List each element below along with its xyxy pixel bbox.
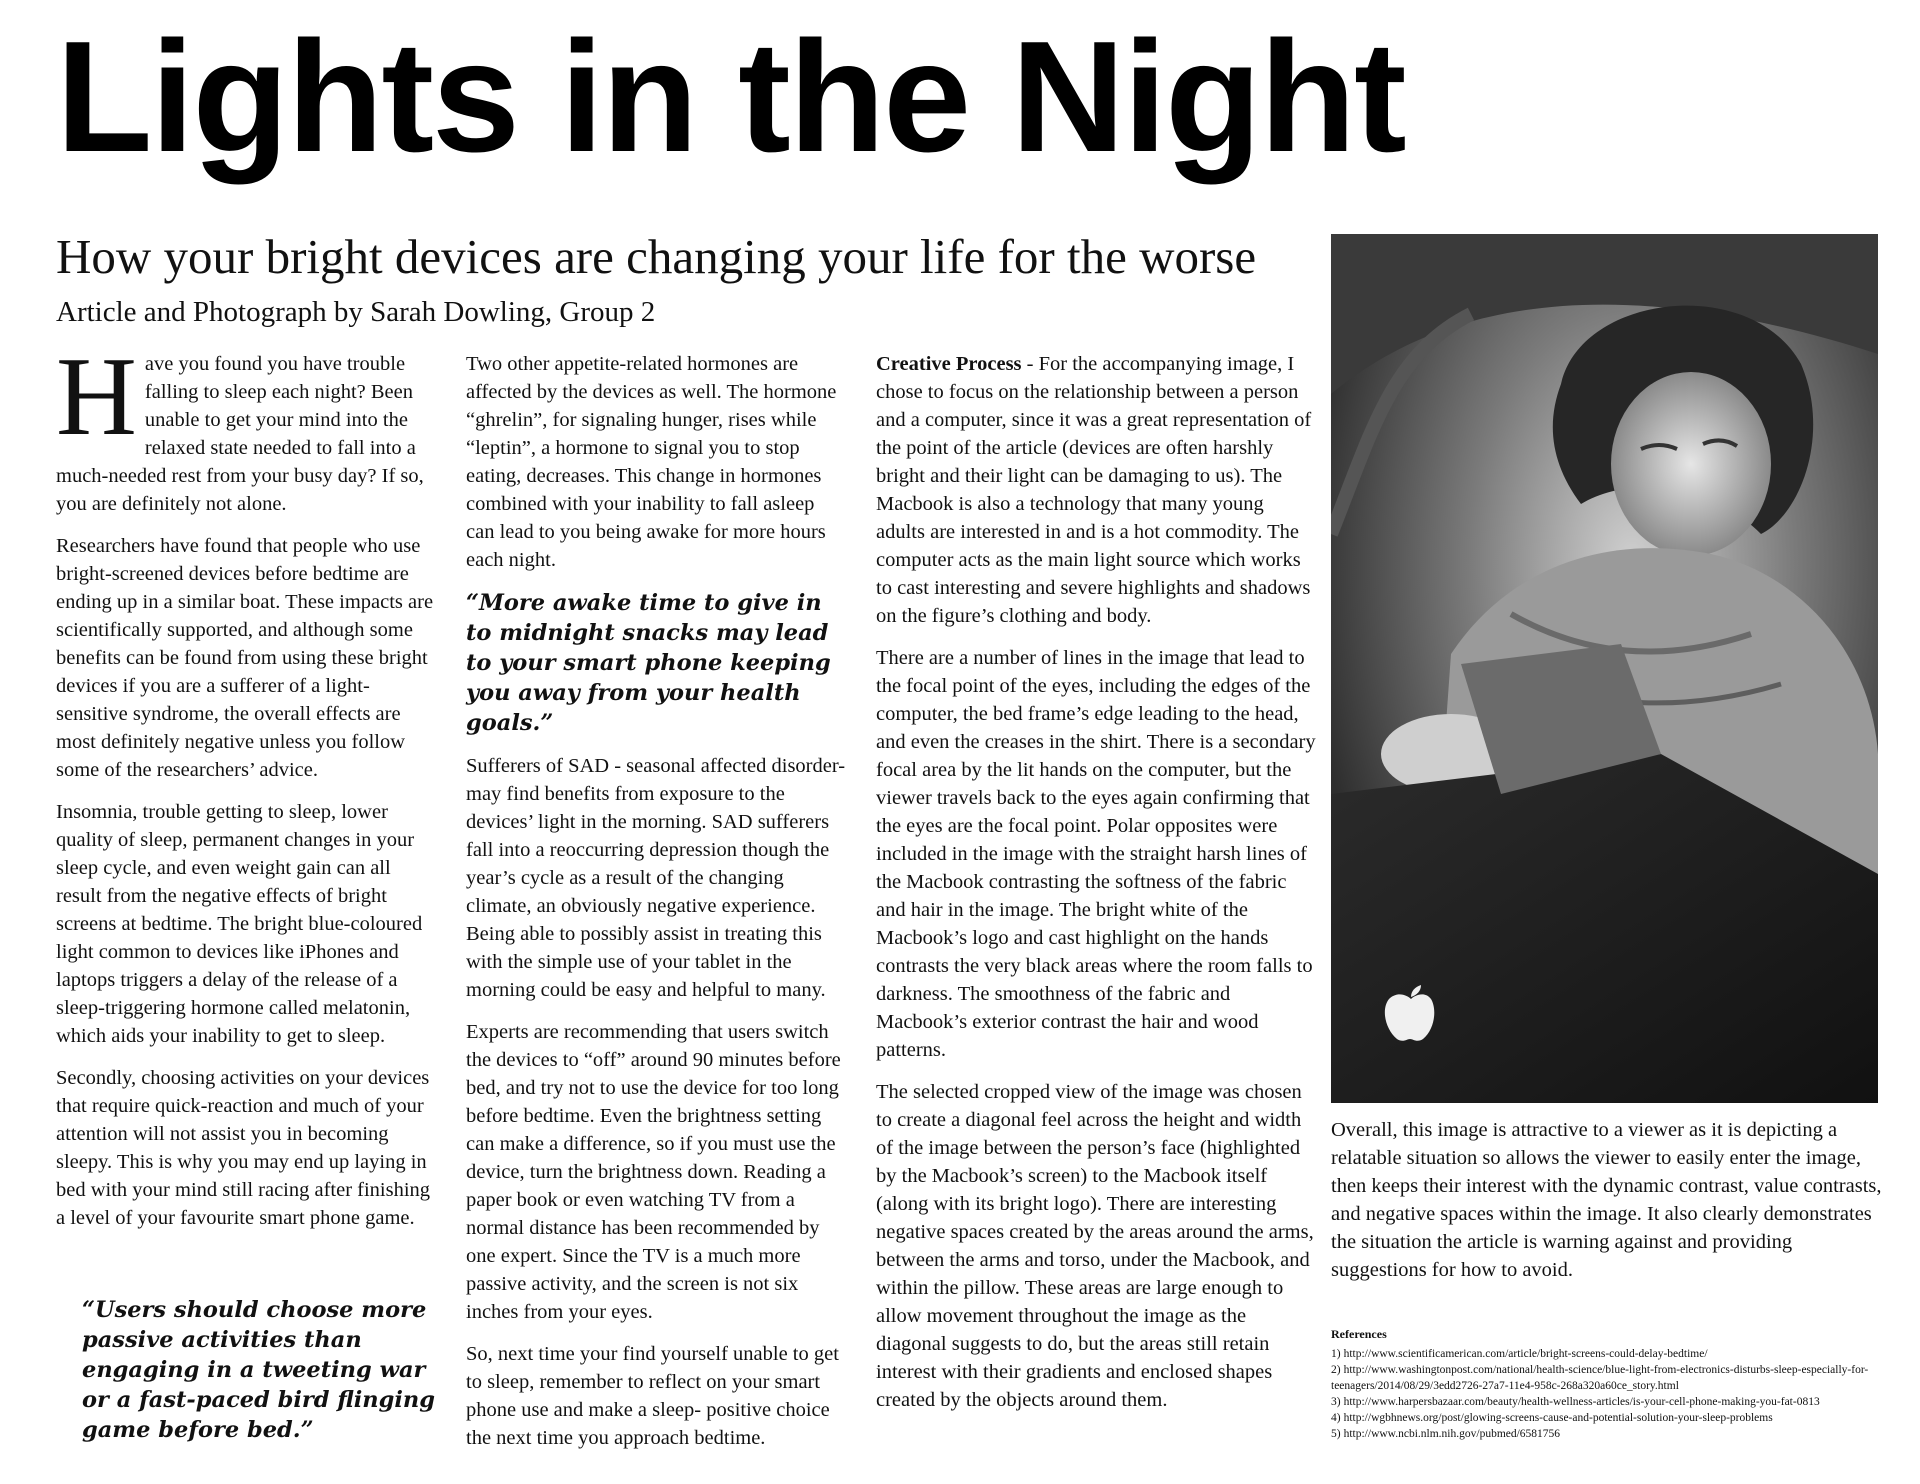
column-3 <box>876 350 1316 1428</box>
reference-item[interactable] <box>1331 1362 1891 1394</box>
paragraph-lines: There are a number of lines in the image that lead to the focal point of the eyes, including the edges of the computer, the bed frame’s edge leading to the head, and even the creases in the shirt. There is a secondary focal area by the lit hands on the computer, but the viewer travels back to the eyes again confirming that the eyes are the focal point. Polar opposites were included in the image with the straight harsh lines of the Macbook contrasting the softness of the fabric and hair in the image. The bright white of the Macbook’s logo and cast highlight on the hands contrasts the very black areas where the room falls to darkness. The smoothness of the fabric and Macbook’s exterior contrast the hair and wood patterns. <box>876 647 1316 1061</box>
references-title: References <box>1331 1327 1387 1341</box>
paragraph-insomnia: Insomnia, trouble getting to sleep, lower quality of sleep, permanent changes in your sleep cycle, and even weight gain can all result from the negative effects of bright screens at bedtime. The bright blue-coloured light common to devices like iPhones and laptops triggers a delay of the release of a sleep-triggering hormone called melatonin, which aids your inability to get to sleep. <box>56 801 423 1047</box>
paragraph-hormones: Two other appetite-related hormones are affected by the devices as well. The hormone “ghrelin”, for signaling hunger, rises while “leptin”, a hormone to signal you to stop eating, decreases. This change in hormones combined with your inability to fall asleep can lead to you being awake for more hours each night. <box>466 353 837 571</box>
reference-link[interactable]: http://www.ncbi.nlm.nih.gov/pubmed/6581756 <box>1343 1428 1561 1440</box>
reference-item[interactable] <box>1331 1410 1891 1426</box>
creative-process-label: Creative Process <box>876 353 1022 375</box>
references <box>1331 1326 1891 1442</box>
intro-text: ave you found you have trouble falling to sleep each night? Been unable to get your mind into the relaxed state needed to fall into a much-needed rest from your busy day? If so, you are definitely not alone. <box>56 353 424 515</box>
column-2 <box>466 350 846 1466</box>
reference-item[interactable] <box>1331 1394 1891 1410</box>
intro-paragraph <box>56 335 436 518</box>
reference-link[interactable]: http://www.washingtonpost.com/national/health-science/blue-light-from-electronics-disturbs-sleep-especially-for-teenagers/2014/08/29/3edd2726-27a7-11e4-958c-268a320a60ce_story.html <box>1331 1364 1869 1392</box>
creative-process-text: - For the accompanying image, I chose to focus on the relationship between a person and a computer, since it was a great representation of the point of the article (devices are often harshly bright and their light can be damaging to us). The Macbook is also a technology that many young adults are interested in and is a hot commodity. The computer acts as the main light source which works to cast interesting and severe highlights and shadows on the figure’s clothing and body. <box>876 353 1312 627</box>
paragraph-conclusion: So, next time your find yourself unable to get to sleep, remember to reflect on your smart phone use and make a sleep- positive choice the next time you approach bedtime. <box>466 1343 839 1449</box>
reference-number: 2) <box>1331 1364 1341 1376</box>
paragraph-activities: Secondly, choosing activities on your devices that require quick-reaction and much of your attention will not assist you in becoming sleepy. This is why you may end up laying in bed with your mind still racing after finishing a level of your favourite smart phone game. <box>56 1067 431 1229</box>
paragraph-sad: Sufferers of SAD - seasonal affected disorder- may find benefits from exposure to the devices’ light in the morning. SAD sufferers fall into a reoccurring depression though the year’s cycle as a result of the changing climate, an obviously negative experience. Being able to possibly assist in treating this with the simple use of your tablet in the morning could be easy and helpful to many. <box>466 755 846 1001</box>
column-1 <box>56 335 436 1246</box>
pull-quote-passive-activities: “Users should choose more passive activities than engaging in a tweeting war or a fast-paced bird flinging game before bed.” <box>82 1297 435 1443</box>
reference-link[interactable]: http://wgbhnews.org/post/glowing-screens-cause-and-potential-solution-your-sleep-problems <box>1343 1412 1773 1424</box>
reference-link[interactable]: http://www.harpersbazaar.com/beauty/health-wellness-articles/is-your-cell-phone-making-you-fat-0813 <box>1343 1396 1820 1408</box>
pull-quote-midnight-snacks: “More awake time to give in to midnight snacks may lead to your smart phone keeping you away from your health goals.” <box>466 590 831 736</box>
paragraph-cropped-view: The selected cropped view of the image was chosen to create a diagonal feel across the height and width of the image between the person’s face (highlighted by the Macbook’s screen) to the Macbook itself (along with its bright logo). There are interesting negative spaces created by the areas around the arms, between the arms and torso, under the Macbook, and within the pillow. These areas are large enough to allow movement throughout the image as the diagonal suggests to do, but the areas still retain interest with their gradients and enclosed shapes created by the objects around them. <box>876 1081 1314 1411</box>
reference-number: 1) <box>1331 1348 1341 1360</box>
paragraph-creative-process <box>876 350 1316 630</box>
pencil-drawing-person-laptop-icon <box>1331 234 1878 1103</box>
illustration-person-with-laptop <box>1331 234 1878 1103</box>
drop-cap: H <box>56 335 137 459</box>
paragraph-closing: Overall, this image is attractive to a viewer as it is depicting a relatable situation so allows the viewer to easily enter the image, then keeps their interest with the dynamic contrast, value contrasts, and negative spaces within the image. It also clearly demonstrates the situation the article is warning against and providing suggestions for how to avoid. <box>1331 1119 1882 1281</box>
byline: Article and Photograph by Sarah Dowling, Group 2 <box>56 296 656 328</box>
reference-number: 3) <box>1331 1396 1341 1408</box>
subheadline: How your bright devices are changing your life for the worse <box>56 229 1257 284</box>
reference-link[interactable]: http://www.scientificamerican.com/article/bright-screens-could-delay-bedtime/ <box>1343 1348 1708 1360</box>
reference-number: 4) <box>1331 1412 1341 1424</box>
reference-item[interactable] <box>1331 1426 1891 1442</box>
paragraph-researchers: Researchers have found that people who use bright-screened devices before bedtime are ending up in a similar boat. These impacts are scientifically supported, and although some benefits can be found from using these bright devices if you are a sufferer of a light-sensitive syndrome, the overall effects are most definitely negative unless you follow some of the researchers’ advice. <box>56 535 434 781</box>
reference-number: 5) <box>1331 1428 1341 1440</box>
references-list <box>1331 1346 1891 1442</box>
paragraph-experts: Experts are recommending that users switch the devices to “off” around 90 minutes before bed, and try not to use the device for too long before bedtime. Even the brightness setting can make a difference, so if you must use the device, turn the brightness down. Reading a paper book or even watching TV from a normal distance has been recommended by one expert. Since the TV is a much more passive activity, and the screen is not six inches from your eyes. <box>466 1021 841 1323</box>
reference-item[interactable] <box>1331 1346 1891 1362</box>
headline: Lights in the Night <box>56 9 1405 185</box>
